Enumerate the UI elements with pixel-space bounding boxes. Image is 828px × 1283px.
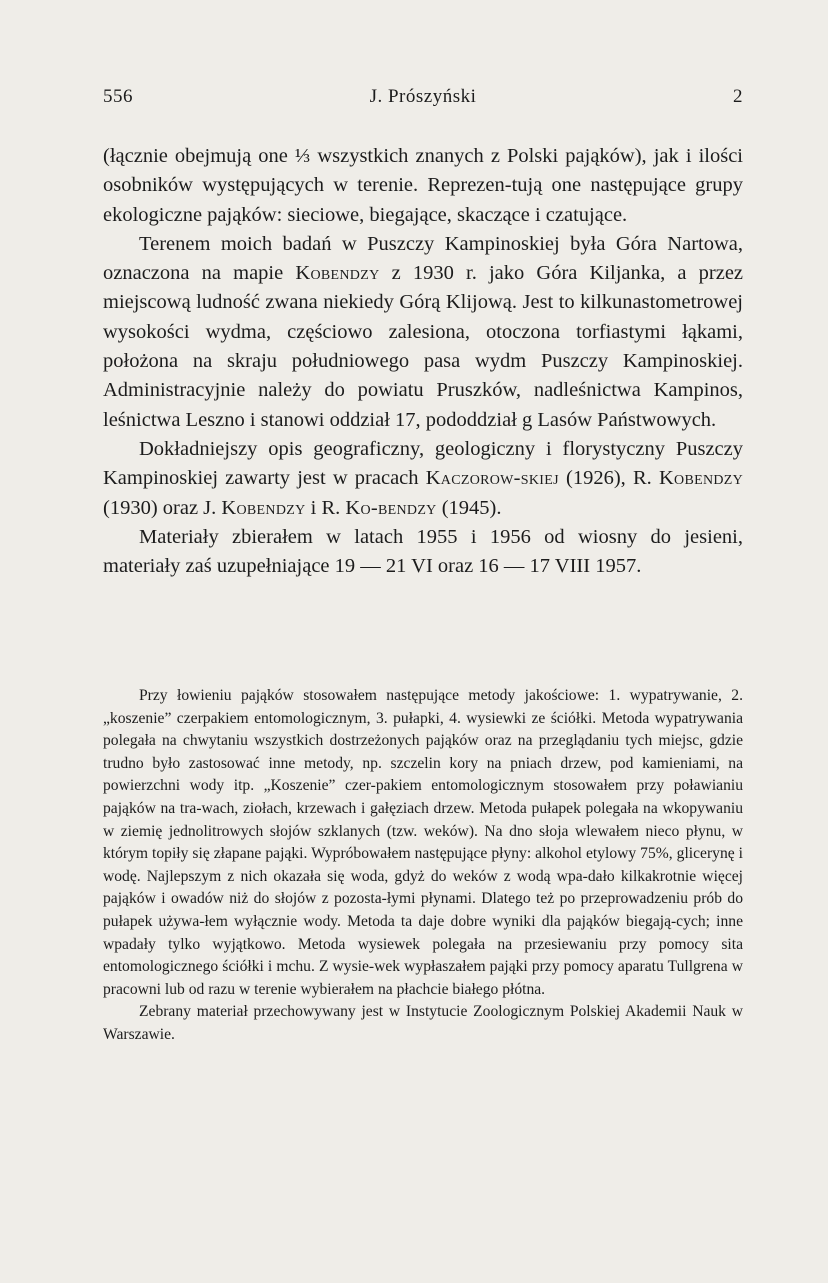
running-head-author: J. Prószyński (369, 86, 477, 107)
running-header (103, 86, 743, 116)
page-number: 556 (103, 86, 133, 107)
section-number: 2 (733, 86, 743, 107)
author-reference: Kobendzy (221, 496, 306, 519)
author-reference: Kobendzy (295, 262, 380, 285)
author-reference: Ko-bendzy (345, 496, 437, 519)
paragraph-literature (103, 435, 743, 523)
author-reference: Kaczorow-skiej (425, 467, 559, 490)
paragraph-storage: Zebrany materiał przechowywany jest w Instytucie Zoologicznym Polskiej Akademii Nauk w Warszawie. (103, 1003, 743, 1043)
paragraph-study-area (103, 230, 743, 435)
main-text (103, 142, 743, 581)
paragraph-text: Dokładniejszy opis geograficzny, geologiczny i florystyczny Puszczy Kampinoskiej zawarty jest w pracach (103, 437, 743, 490)
paragraph-text: (1945). (436, 496, 502, 519)
paragraph-methods: Przy łowieniu pająków stosowałem następujące metody jakościowe: 1. wypatrywanie, 2. „koszenie” czerpakiem entomologicznym, 3. pułapki, 4. wysiewki ze ściółki. Metoda wypatrywania polegała na chwytaniu wszystkich dostrzeżonych pająków oraz na przeglądaniu tych miejsc, gdzie trudno było zastosować inne metody, np. szczelin kory na pniach drzew, pod kamieniami, na powierzchni wody itp. „Koszenie” czer-pakiem entomologicznym stosowałem przy poławianiu pająków na tra-wach, ziołach, krzewach i gałęziach drzew. Metoda pułapek polegała na wkopywaniu w ziemię jednolitrowych słojów szklanych (tzw. weków). Na dno słoja wlewałem nieco płynu, w którym topiły się złapane pająki. Wypróbowałem następujące płyny: alkohol etylowy 75%, glicerynę i wodę. Najlepszym z nich okazała się woda, gdyż do weków z wodą wpa-dało kilkakrotnie więcej pająków i owadów niż do słojów z pozosta-łymi płynami. Dlatego też po przeprowadzeniu prób do pułapek używa-łem wyłącznie wody. Metoda ta daje dobre wyniki dla pająków biegają-cych; inne wpadały tylko wyjątkowo. Metoda wysiewek polegała na przesiewaniu przy pomocy sita entomologicznego ściółki i mchu. Z wysie-wek wypłaszałem pająki przy pomocy aparatu Tullgrena w pracowni lub od razu w terenie wybierałem na płachcie białego płótna. (103, 687, 743, 998)
paragraph-text: (1930) oraz J. (103, 496, 217, 519)
methods-text (103, 685, 743, 1047)
paragraph-text: i R. (305, 496, 341, 519)
paragraph-text: z 1930 r. jako Góra Kiljanka, a przez miejscową ludność zwana niekiedy Górą Klijową. Jest to kilkunastometrowej wysokości wydma, częściowo zalesiona, otoczona torfiastymi łąkami, położona na skraju południowego pasa wydm Puszczy Kampinoskiej. Administracyjnie należy do powiatu Pruszków, nadleśnictwa Kampinos, leśnictwa Leszno i stanowi oddział 17, pododdział g Lasów Państwowych. (103, 262, 744, 431)
author-reference: Kobendzy (658, 467, 744, 490)
paragraph-text: (1926), R. (558, 467, 652, 490)
paragraph-text: Terenem moich badań w Puszczy Kampinoskiej była Góra Nartowa, oznaczona na mapie (103, 232, 743, 285)
paragraph-continuation: (łącznie obejmują one ⅓ wszystkich znanych z Polski pająków), jak i ilości osobników występujących w terenie. Reprezen-tują one następujące grupy ekologiczne pająków: sieciowe, biegające, skaczące i czatujące. (103, 145, 743, 226)
paragraph-collection-dates: Materiały zbierałem w latach 1955 i 1956 od wiosny do jesieni, materiały zaś uzupełniające 19 — 21 VI oraz 16 — 17 VIII 1957. (103, 525, 743, 578)
